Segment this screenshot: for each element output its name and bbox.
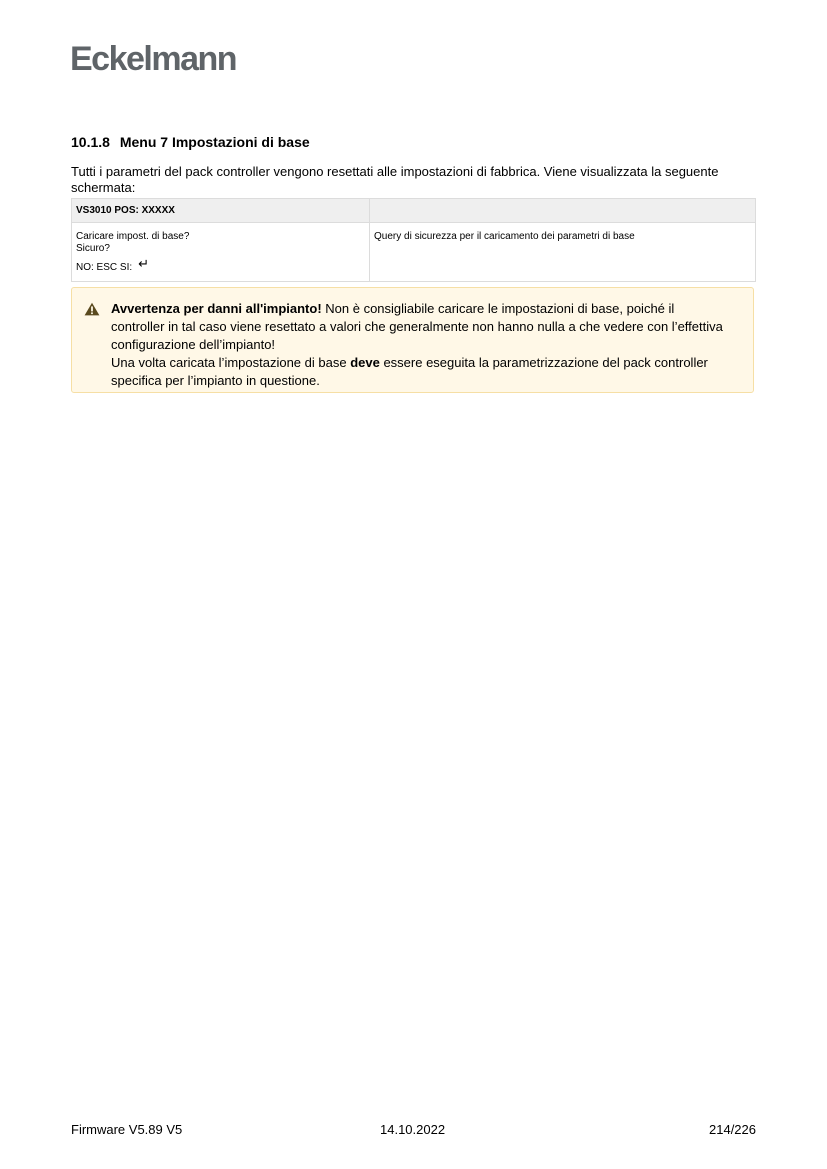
warning-text-2-bold: deve (350, 355, 380, 370)
table-row (72, 223, 756, 282)
display-screen-table (71, 198, 756, 282)
display-content-cell (72, 223, 370, 282)
table-header-description (370, 199, 756, 223)
table-header-row (72, 199, 756, 223)
warning-text-1: Non è consigliabile caricare le impostazioni di base, poiché il controller in tal caso viene resettato a valori che generalmente non hanno nulla a che vedere con l’effettiva configurazione dell’impianto! (111, 301, 723, 352)
display-line-2: Sicuro? (76, 243, 110, 254)
display-line-3-text: NO: ESC SI: (76, 262, 133, 273)
intro-paragraph: Tutti i parametri del pack controller vengono resettati alle impostazioni di fabbrica. Viene visualizzata la seguente schermata: (71, 164, 719, 195)
footer-firmware: Firmware V5.89 V5 (71, 1122, 183, 1137)
footer-page-number: 214/226 (709, 1122, 756, 1137)
description-cell: Query di sicurezza per il caricamento dei parametri di base (370, 223, 756, 282)
warning-title: Avvertenza per danni all'impianto! (111, 301, 322, 316)
warning-triangle-icon (84, 302, 100, 321)
section-heading (71, 134, 310, 150)
footer-date: 14.10.2022 (380, 1122, 446, 1137)
warning-box (71, 287, 754, 393)
section-title: Menu 7 Impostazioni di base (119, 134, 310, 150)
company-logo: Eckelmann (70, 40, 237, 78)
display-line-1: Caricare impost. di base? (76, 231, 190, 242)
display-line-3 (76, 256, 365, 274)
table-header-display: VS3010 POS: XXXXX (72, 199, 370, 223)
warning-text (111, 300, 731, 390)
warning-text-2b: essere eseguita la parametrizzazione del pack controller specifica per l’impianto in questione. (111, 355, 708, 388)
warning-text-2a: Una volta caricata l’impostazione di base (111, 355, 351, 370)
section-number: 10.1.8 (71, 134, 110, 150)
enter-key-icon: ↵ (138, 256, 150, 271)
